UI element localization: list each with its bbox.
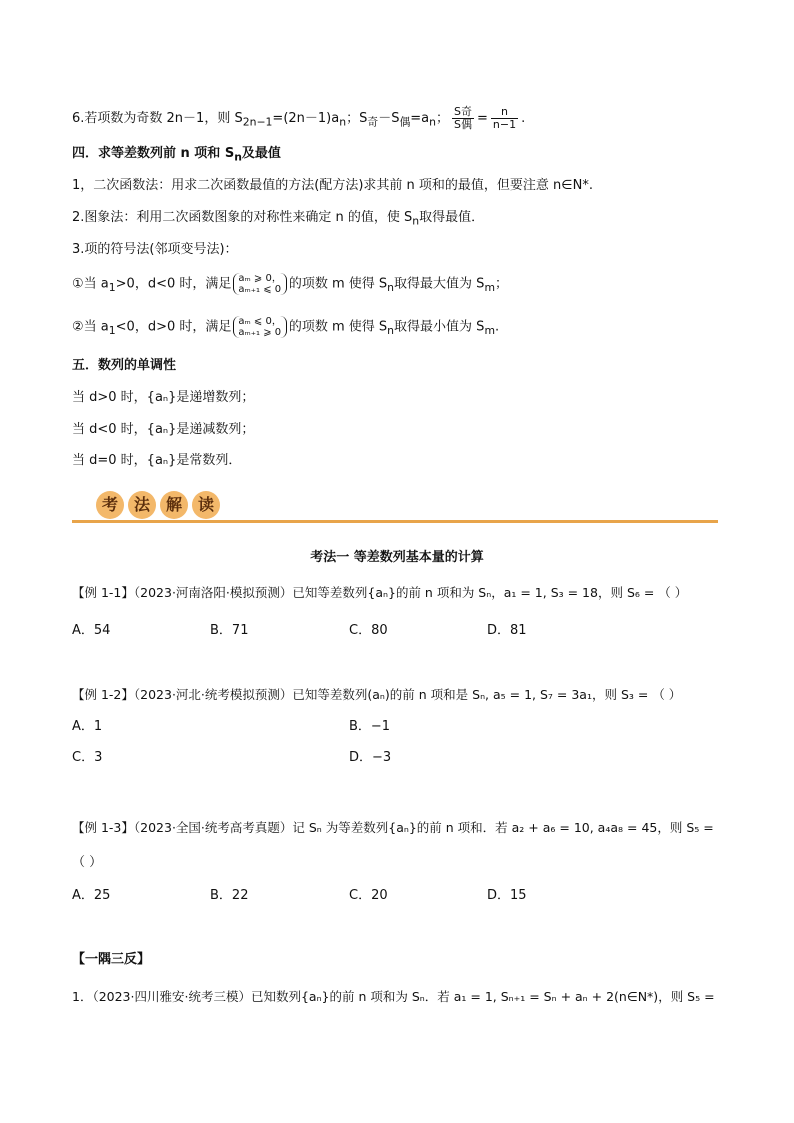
sub: m	[484, 324, 495, 338]
numerator: n	[491, 106, 518, 119]
text: 的项数 m 使得 S	[288, 319, 388, 335]
method-2	[72, 208, 484, 232]
ex1-option-b: B．71	[210, 623, 249, 638]
text: 取得最大值为 S	[394, 276, 485, 292]
text: 6.若项数为奇数 2n－1，则 S	[72, 111, 243, 126]
text: .	[495, 319, 500, 335]
denominator: S偶	[454, 118, 473, 131]
sub: n	[412, 214, 420, 228]
example-1-2-question: 【例 1-2】（2023·河北·统考模拟预测）已知等差数列(aₙ)的前 n 项和是 Sₙ, a₅ = 1, S₇ = 3a₁，则 S₃ = （ ）	[72, 687, 682, 702]
text: 及最值	[241, 146, 281, 161]
text: =(2n－1)a	[272, 111, 340, 126]
ex3-option-a: A．25	[72, 888, 111, 903]
sys-line: aₘ₊₁ ⩽ 0	[238, 284, 282, 295]
sub: 2n−1	[242, 115, 273, 129]
banner-char: 考	[96, 491, 124, 519]
text: ；	[495, 276, 509, 292]
section-banner	[72, 488, 718, 528]
ex1-option-a: A．54	[72, 623, 111, 638]
sub: n	[234, 150, 242, 164]
text: .	[521, 111, 526, 126]
text: <0，d>0 时，满足	[115, 319, 232, 335]
fraction	[452, 106, 474, 131]
case-1	[72, 273, 508, 298]
text: 2.图象法：利用二次函数图象的对称性来确定 n 的值，使 S	[72, 210, 413, 225]
mono-2: 当 d<0 时，{aₙ}是递减数列；	[72, 422, 255, 437]
text: 取得最值．	[419, 210, 485, 225]
section-title: 考法一 等差数列基本量的计算	[310, 550, 484, 565]
fraction	[491, 106, 518, 131]
ex1-option-d: D．81	[487, 623, 527, 638]
ex2-option-a: A．1	[72, 719, 103, 734]
practice-1-question: 1．（2023·四川雅安·统考三模）已知数列{aₙ}的前 n 项和为 Sₙ．若 a₁ = 1, Sₙ₊₁ = Sₙ + aₙ + 2(n∈N*)，则 S₅ =	[72, 989, 715, 1004]
case-2	[72, 316, 499, 341]
numerator: S奇	[454, 105, 473, 118]
sub: 偶	[399, 115, 411, 129]
mono-1: 当 d>0 时，{aₙ}是递增数列；	[72, 390, 255, 405]
method-1: 1，二次函数法：用求二次函数最值的方法(配方法)求其前 n 项和的最值，但要注意 n∈N*.	[72, 178, 593, 193]
heading-4	[72, 144, 281, 168]
sub: 奇	[367, 115, 379, 129]
sys-line: aₘ₊₁ ⩾ 0	[238, 327, 282, 338]
method-3: 3.项的符号法(邻项变号法)：	[72, 242, 238, 257]
text: 的项数 m 使得 S	[288, 276, 388, 292]
text: >0，d<0 时，满足	[115, 276, 232, 292]
ex3-option-d: D．15	[487, 888, 527, 903]
banner-rule	[72, 520, 718, 523]
text: =a	[410, 111, 430, 126]
ex1-option-c: C．80	[349, 623, 388, 638]
text: 四．求等差数列前 n 项和 S	[72, 146, 235, 161]
mono-3: 当 d=0 时，{aₙ}是常数列．	[72, 453, 242, 468]
ex2-option-b: B．−1	[349, 719, 391, 734]
example-1-3-question: 【例 1-3】（2023·全国·统考高考真题）记 Sₙ 为等差数列{aₙ}的前 n 项和．若 a₂ + a₆ = 10, a₄a₈ = 45，则 S₅ =	[72, 820, 714, 835]
denominator: n−1	[492, 118, 517, 131]
ex2-option-c: C．3	[72, 750, 103, 765]
banner-char: 法	[128, 491, 156, 519]
ex3-option-c: C．20	[349, 888, 388, 903]
heading-5: 五．数列的单调性	[72, 358, 177, 373]
example-1-1-question: 【例 1-1】（2023·河南洛阳·模拟预测）已知等差数列{aₙ}的前 n 项和为 Sₙ，a₁ = 1, S₃ = 18，则 S₆ = （ ）	[72, 585, 688, 600]
ex2-option-d: D．−3	[349, 750, 392, 765]
text: ②当 a	[72, 319, 109, 335]
inequality-system	[233, 316, 286, 338]
ex3-option-b: B．22	[210, 888, 249, 903]
text: =	[477, 111, 488, 126]
banner-char: 解	[160, 491, 188, 519]
practice-heading: 【一隅三反】	[72, 952, 151, 967]
sub: n	[429, 115, 437, 129]
banner-char: 读	[192, 491, 220, 519]
sub: n	[339, 115, 347, 129]
sub: 1	[108, 324, 116, 338]
sys-line: aₘ ⩾ 0，	[238, 273, 282, 284]
sub: 1	[108, 281, 116, 295]
sub: m	[484, 281, 495, 295]
property-6-line	[72, 106, 525, 133]
example-1-3-paren: （ ）	[72, 855, 103, 870]
text: ；	[436, 111, 450, 126]
sys-line: aₘ ⩽ 0，	[238, 316, 282, 327]
text: ；S	[346, 111, 368, 126]
text: －S	[378, 111, 400, 126]
text: ①当 a	[72, 276, 109, 292]
inequality-system	[233, 273, 286, 295]
sub: n	[387, 324, 395, 338]
text: 取得最小值为 S	[394, 319, 485, 335]
sub: n	[387, 281, 395, 295]
